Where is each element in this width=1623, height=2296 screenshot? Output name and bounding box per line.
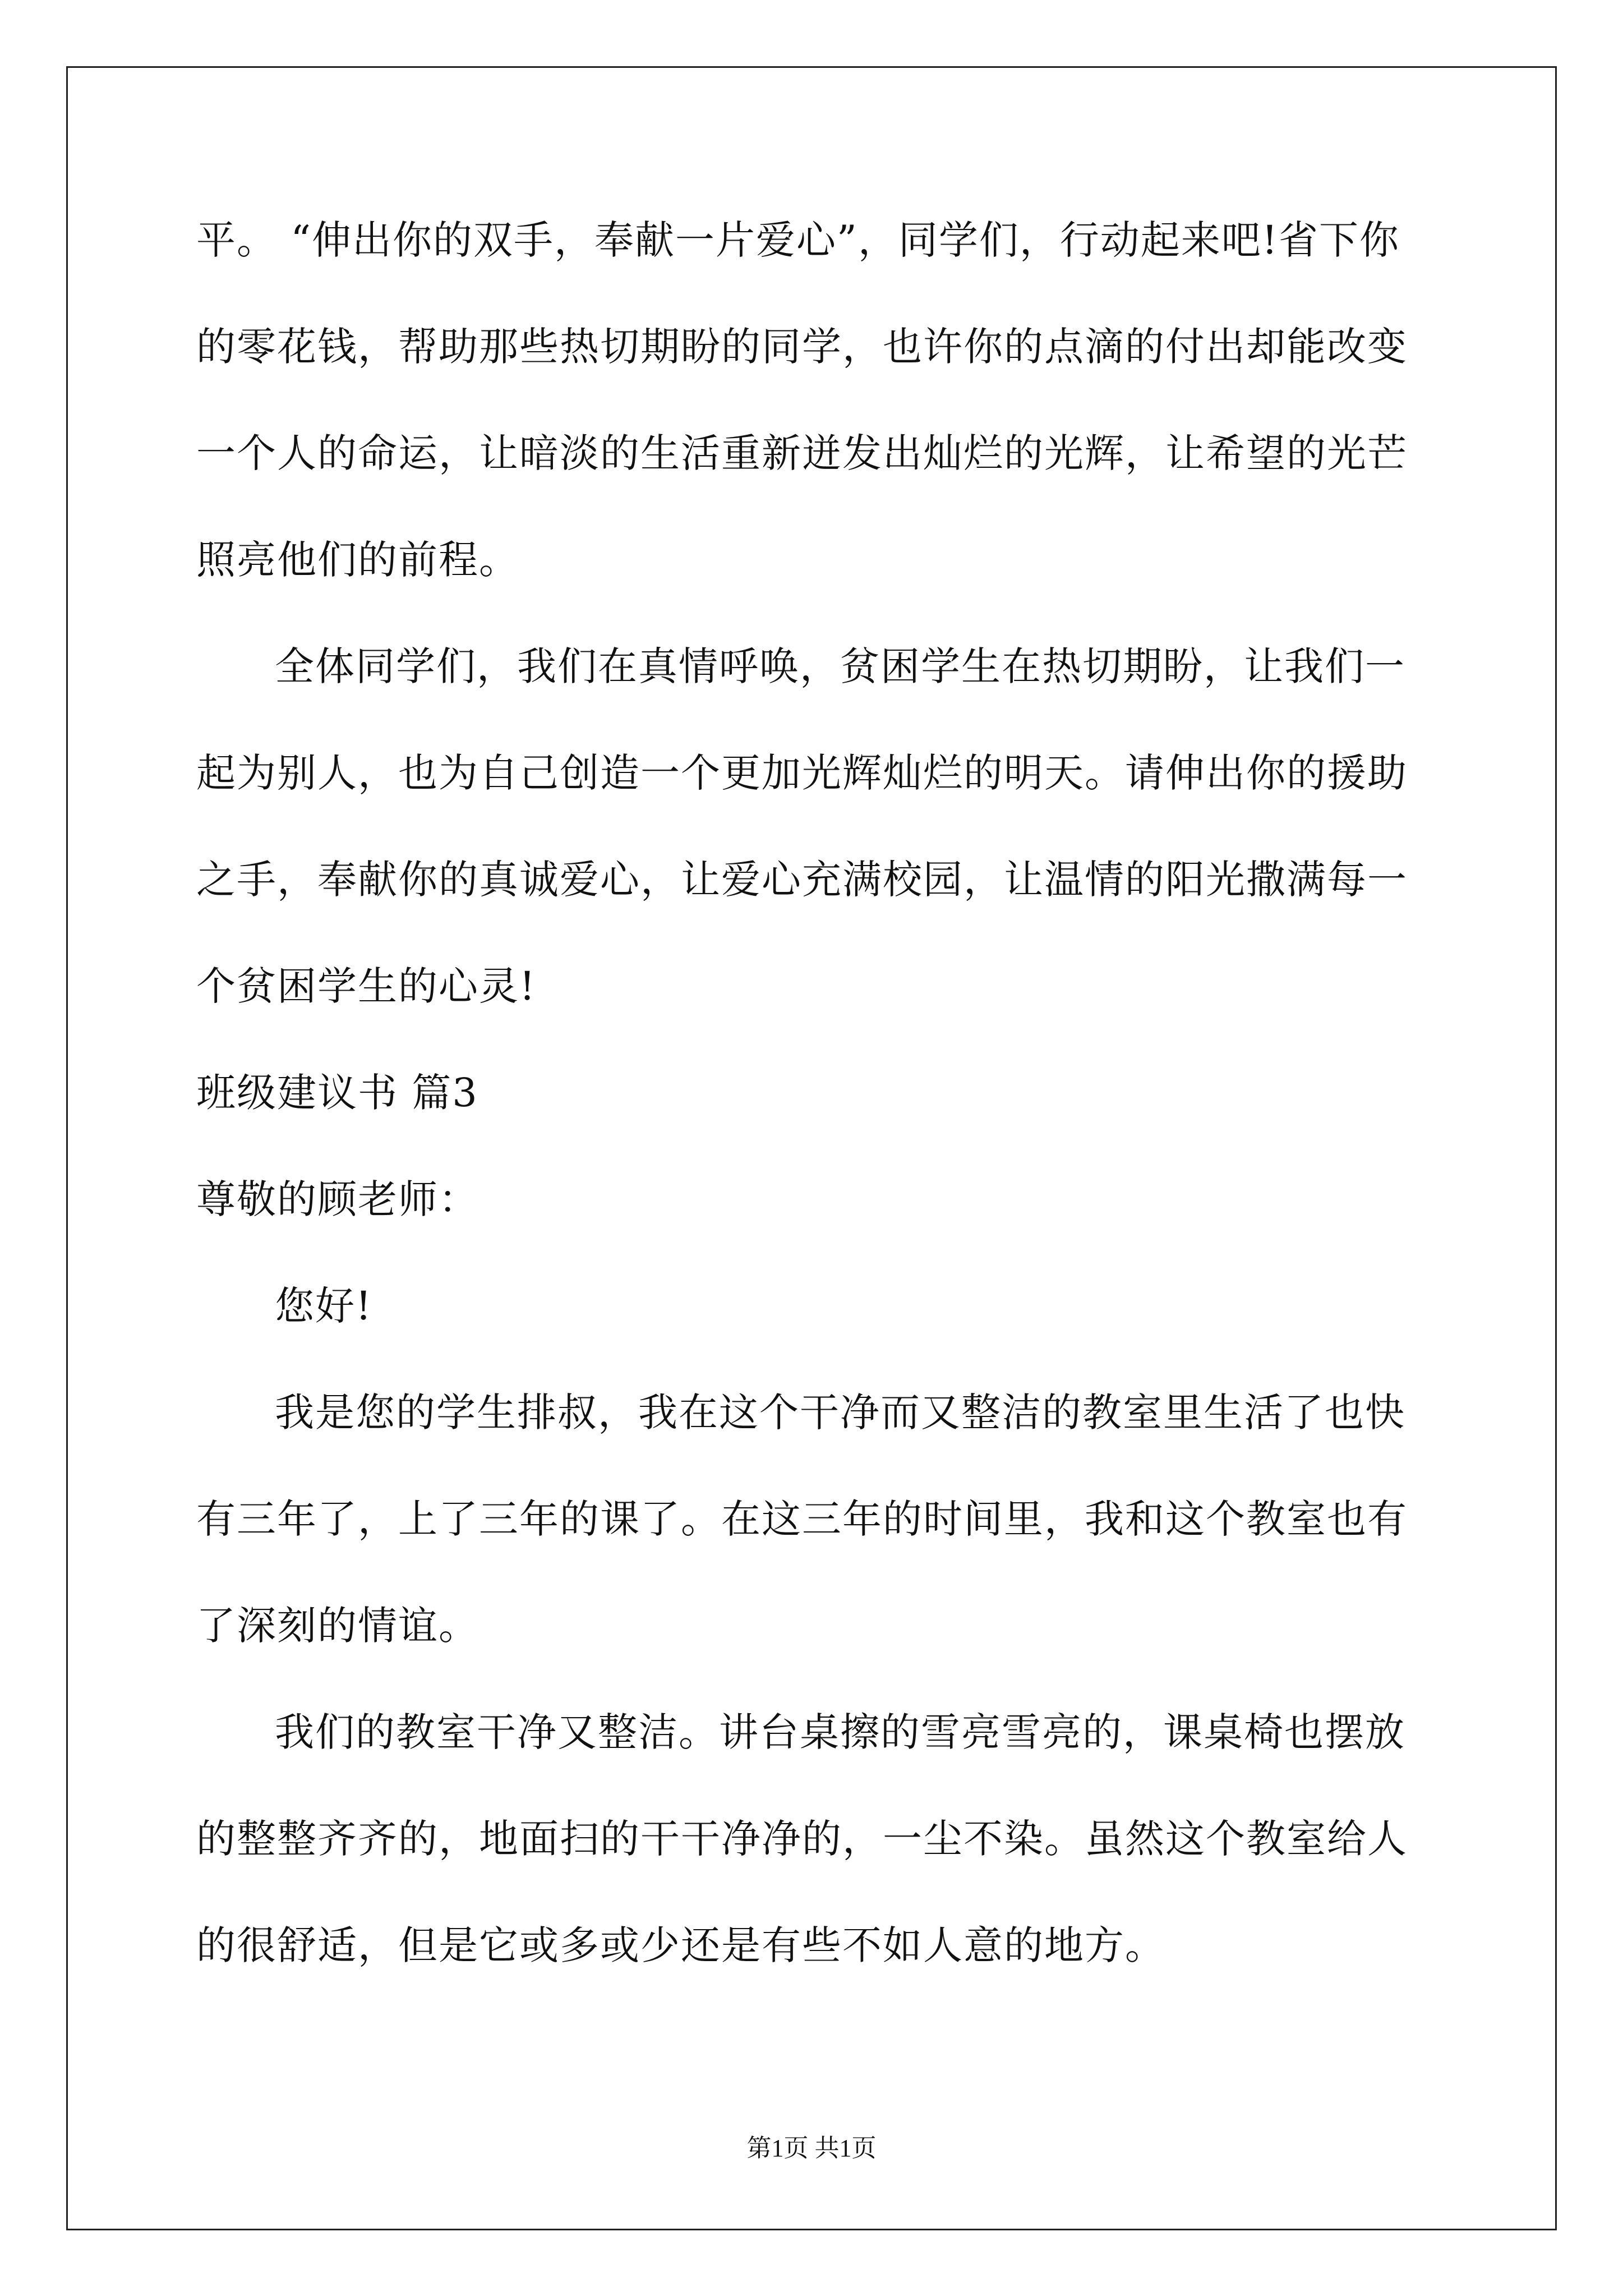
- text-line: 我们的教室干净又整洁。讲台桌擦的雪亮雪亮的，课桌椅也摆放: [275, 1709, 1405, 1755]
- text-line: 个贫困学生的心灵!: [196, 963, 537, 1009]
- text-line: 的整整齐齐的，地面扫的干干净净的，一尘不染。虽然这个教室给人: [196, 1816, 1408, 1862]
- text-line: 一个人的命运，让暗淡的生活重新迸发出灿烂的光辉，让希望的光芒: [196, 430, 1408, 476]
- text-line: 的很舒适，但是它或多或少还是有些不如人意的地方。: [196, 1922, 1165, 1968]
- text-line: 班级建议书 篇3: [196, 1070, 478, 1116]
- text-line: 之手，奉献你的真诚爱心，让爱心充满校园，让温情的阳光撒满每一: [196, 857, 1408, 903]
- text-line: 您好!: [275, 1283, 373, 1329]
- text-line: 有三年了，上了三年的课了。在这三年的时间里，我和这个教室也有: [196, 1496, 1408, 1542]
- text-line: 我是您的学生排叔，我在这个干净而又整洁的教室里生活了也快: [275, 1389, 1405, 1435]
- text-line: 平。 “伸出你的双手，奉献一片爱心”，同学们，行动起来吧!省下你: [196, 217, 1400, 263]
- page-border: [66, 66, 1557, 2230]
- text-line: 照亮他们的前程。: [196, 537, 519, 583]
- text-line: 的零花钱，帮助那些热切期盼的同学，也许你的点滴的付出却能改变: [196, 324, 1408, 370]
- text-line: 了深刻的情谊。: [196, 1603, 479, 1649]
- text-line: 全体同学们，我们在真情呼唤，贫困学生在热切期盼，让我们一: [275, 643, 1405, 689]
- page-footer: 第1页 共1页: [746, 2134, 877, 2162]
- text-line: 尊敬的顾老师：: [196, 1176, 479, 1222]
- text-line: 起为别人，也为自己创造一个更加光辉灿烂的明天。请伸出你的援助: [196, 750, 1408, 796]
